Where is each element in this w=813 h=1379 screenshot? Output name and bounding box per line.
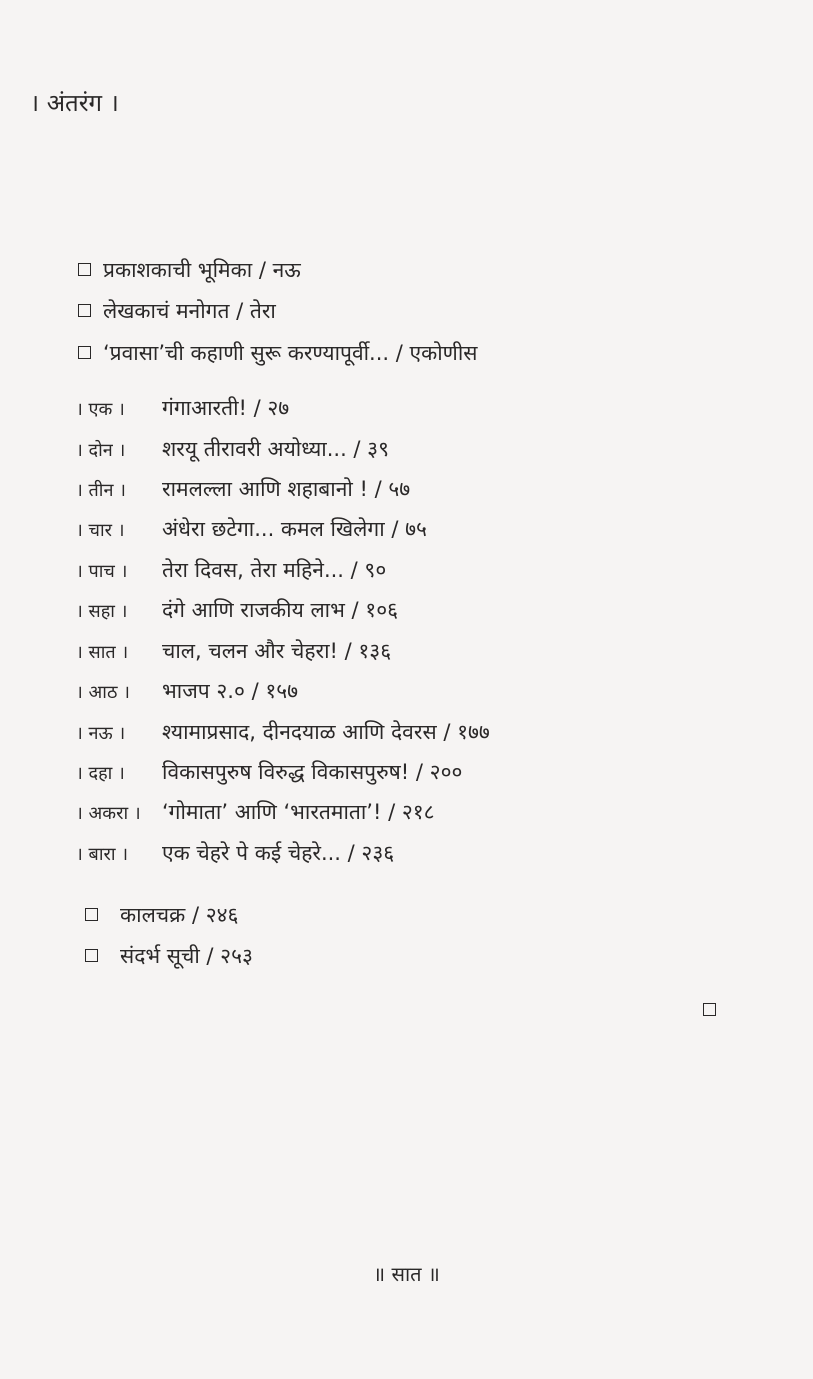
chapter-number: । अकरा । bbox=[76, 803, 141, 824]
chapter-entry[interactable] bbox=[76, 676, 298, 708]
toc-entry-text: कालचक्र / २४६ bbox=[120, 903, 239, 927]
end-square-icon bbox=[703, 1003, 716, 1016]
toc-entry[interactable] bbox=[78, 338, 478, 368]
chapter-title: श्यामाप्रसाद, दीनदयाळ आणि देवरस / १७७ bbox=[162, 720, 490, 744]
chapter-number: । तीन । bbox=[76, 480, 126, 501]
chapter-entry[interactable] bbox=[76, 474, 410, 506]
chapter-number: । पाच । bbox=[76, 561, 128, 582]
square-bullet-icon bbox=[78, 304, 91, 317]
toc-entry[interactable] bbox=[78, 296, 276, 326]
chapter-entry[interactable] bbox=[76, 595, 398, 627]
chapter-entry[interactable] bbox=[76, 393, 289, 425]
toc-entry-text: लेखकाचं मनोगत / तेरा bbox=[103, 299, 276, 323]
chapter-title: गंगाआरती! / २७ bbox=[162, 396, 290, 420]
chapter-title: दंगे आणि राजकीय लाभ / १०६ bbox=[162, 598, 399, 622]
toc-entry[interactable] bbox=[85, 941, 253, 971]
chapter-number: । दहा । bbox=[76, 763, 125, 784]
chapter-title: एक चेहरे पे कई चेहरे... / २३६ bbox=[162, 841, 395, 865]
chapter-number: । नऊ । bbox=[76, 723, 126, 744]
square-bullet-icon bbox=[85, 949, 98, 962]
chapter-entry[interactable] bbox=[76, 434, 389, 466]
chapter-entry[interactable] bbox=[76, 797, 435, 829]
chapter-title: रामलल्ला आणि शहाबानो ! / ५७ bbox=[162, 477, 411, 501]
chapter-entry[interactable] bbox=[76, 555, 386, 587]
chapter-entry[interactable] bbox=[76, 636, 391, 668]
page-number: ॥ सात ॥ bbox=[373, 1262, 440, 1286]
chapter-number: । आठ । bbox=[76, 682, 130, 703]
chapter-entry[interactable] bbox=[76, 514, 427, 546]
chapter-number: । बारा । bbox=[76, 844, 129, 865]
chapter-number: । सात । bbox=[76, 642, 129, 663]
chapter-number: । दोन । bbox=[76, 440, 126, 461]
toc-entry-text: संदर्भ सूची / २५३ bbox=[120, 944, 253, 968]
square-bullet-icon bbox=[78, 346, 91, 359]
toc-entry[interactable] bbox=[78, 255, 301, 285]
toc-entry-text: प्रकाशकाची भूमिका / नऊ bbox=[103, 258, 301, 282]
chapter-title: विकासपुरुष विरुद्ध विकासपुरुष! / २०० bbox=[162, 760, 463, 784]
chapter-title: शरयू तीरावरी अयोध्या... / ३९ bbox=[162, 437, 390, 461]
chapter-title: अंधेरा छटेगा... कमल खिलेगा / ७५ bbox=[162, 517, 427, 541]
square-bullet-icon bbox=[78, 263, 91, 276]
chapter-entry[interactable] bbox=[76, 838, 394, 870]
chapter-number: । चार । bbox=[76, 520, 125, 541]
toc-entry-text: ‘प्रवासा’ची कहाणी सुरू करण्यापूर्वी... / एकोणीस bbox=[103, 341, 478, 365]
toc-entry[interactable] bbox=[85, 900, 238, 930]
chapter-entry[interactable] bbox=[76, 757, 462, 789]
chapter-title: तेरा दिवस, तेरा महिने... / ९० bbox=[162, 558, 387, 582]
square-bullet-icon bbox=[85, 908, 98, 921]
chapter-title: चाल, चलन और चेहरा! / १३६ bbox=[162, 639, 392, 663]
chapter-number: । एक । bbox=[76, 399, 125, 420]
chapter-title: ‘गोमाता’ आणि ‘भारतमाता’! / २१८ bbox=[162, 800, 435, 824]
chapter-title: भाजप २.० / १५७ bbox=[162, 679, 299, 703]
chapter-entry[interactable] bbox=[76, 717, 490, 749]
chapter-number: । सहा । bbox=[76, 601, 128, 622]
page-title: । अंतरंग । bbox=[30, 89, 119, 117]
